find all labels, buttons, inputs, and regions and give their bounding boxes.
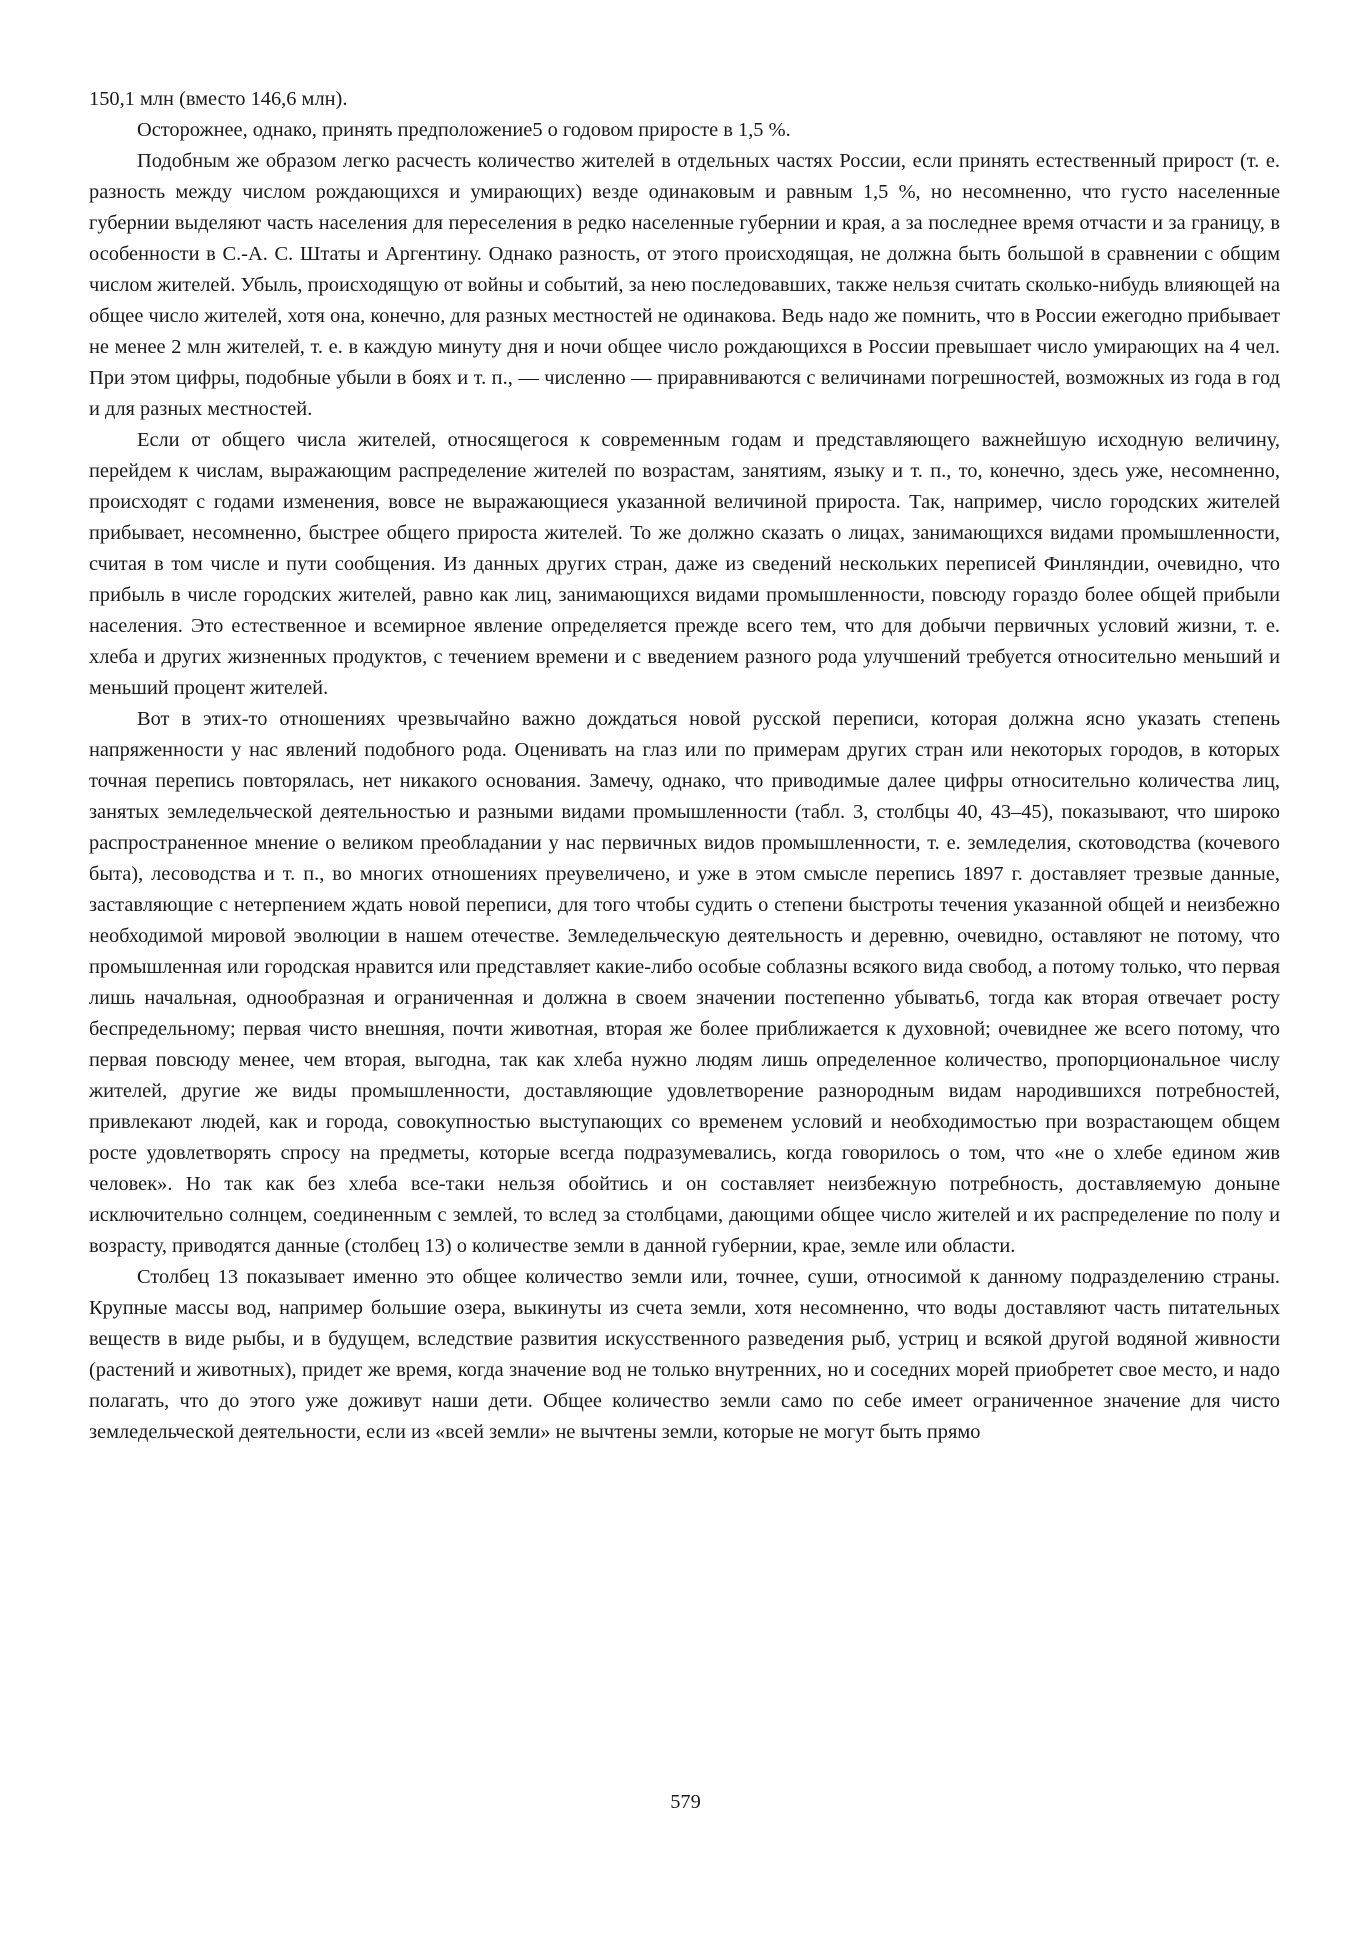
paragraph: 150,1 млн (вместо 146,6 млн). — [89, 88, 348, 110]
page-content — [89, 84, 1280, 1448]
paragraph: Если от общего числа жителей, относящегося к современным годам и представляющего важнейшую исходную величину, перейдем к числам, выражающим распределение жителей по возрастам, занятиям, языку и т. п., то, конечно, здесь уже, несомненно, происходят с годами изменения, вовсе не выражающиеся указанной величиной прироста. Так, например, число городских жителей прибывает, несомненно, быстрее общего прироста жителей. То же должно сказать о лицах, занимающихся видами промышленности, считая в том числе и пути сообщения. Из данных других стран, даже из сведений нескольких переписей Финляндии, очевидно, что прибыль в числе городских жителей, равно как лиц, занимающихся видами промышленности, повсюду гораздо более общей прибыли населения. Это естественное и всемирное явление определяется прежде всего тем, что для добычи первичных условий жизни, т. е. хлеба и других жизненных продуктов, с течением времени и с введением разного рода улучшений требуется относительно меньший и меньший процент жителей. — [89, 429, 1280, 699]
paragraph: Вот в этих-то отношениях чрезвычайно важно дождаться новой русской переписи, которая должна ясно указать степень напряженности у нас явлений подобного рода. Оценивать на глаз или по примерам других стран или некоторых городов, в которых точная перепись повторялась, нет никакого основания. Замечу, однако, что приводимые далее цифры относительно количества лиц, занятых земледельческой деятельностью и разными видами промышленности (табл. 3, столбцы 40, 43–45), показывают, что широко распространенное мнение о великом преобладании у нас первичных видов промышленности, т. е. земледелия, скотоводства (кочевого быта), лесоводства и т. п., во многих отношениях преувеличено, и уже в этом смысле перепись 1897 г. доставляет трезвые данные, заставляющие с нетерпением ждать новой переписи, для того чтобы судить о степени быстроты течения указанной общей и неизбежно необходимой мировой эволюции в нашем отечестве. Земледельческую деятельность и деревню, очевидно, оставляют не потому, что промышленная или городская нравится или представляет какие-либо особые соблазны всякого вида свобод, а потому только, что первая лишь начальная, однообразная и ограниченная и должна в своем значении постепенно убывать6, тогда как вторая отвечает росту беспредельному; первая чисто внешняя, почти животная, вторая же более приближается к духовной; очевиднее же всего потому, что первая повсюду менее, чем вторая, выгодна, так как хлеба нужно людям лишь определенное количество, пропорциональное числу жителей, другие же виды промышленности, доставляющие удовлетворение разнородным видам народившихся потребностей, привлекают людей, как и города, совокупностью выступающих со временем условий и необходимостью при возрастающем общем росте удовлетворять спросу на предметы, которые всегда подразумевались, когда говорилось о том, что «не о хлебе едином жив человек». Но так как без хлеба все-таки нельзя обойтись и он составляет неизбежную потребность, доставляемую доныне исключительно солнцем, соединенным с землей, то вслед за столбцами, дающими общее число жителей и их распределение по полу и возрасту, приводятся данные (столбец 13) о количестве земли в данной губернии, крае, земле или области. — [89, 708, 1280, 1257]
paragraph: Столбец 13 показывает именно это общее количество земли или, точнее, суши, относимой к данному подразделению страны. Крупные массы вод, например большие озера, выкинуты из счета земли, хотя несомненно, что воды доставляют часть питательных веществ в виде рыбы, и в будущем, вследствие развития искусственного разведения рыб, устриц и всякой другой водяной живности (растений и животных), придет же время, когда значение вод не только внутренних, но и соседних морей приобретет свое место, и надо полагать, что до этого уже доживут наши дети. Общее количество земли само по себе имеет ограниченное значение для чисто земледельческой деятельности, если из «всей земли» не вычтены земли, которые не могут быть прямо — [89, 1266, 1280, 1443]
paragraph: Подобным же образом легко расчесть количество жителей в отдельных частях России, если принять естественный прирост (т. е. разность между числом рождающихся и умирающих) везде одинаковым и равным 1,5 %, но несомненно, что густо населенные губернии выделяют часть населения для переселения в редко населенные губернии и края, а за последнее время отчасти и за границу, в особенности в С.-А. С. Штаты и Аргентину. Однако разность, от этого происходящая, не должна быть большой в сравнении с общим числом жителей. Убыль, происходящую от войны и событий, за нею последовавших, также нельзя считать сколько-нибудь влияющей на общее число жителей, хотя она, конечно, для разных местностей не одинакова. Ведь надо же помнить, что в России ежегодно прибывает не менее 2 млн жителей, т. е. в каждую минуту дня и ночи общее число рождающихся в России превышает число умирающих на 4 чел. При этом цифры, подобные убыли в боях и т. п., — численно — приравниваются с величинами погрешностей, возможных из года в год и для разных местностей. — [89, 150, 1280, 420]
body-text — [89, 84, 1280, 1448]
paragraph: Осторожнее, однако, принять предположение5 о годовом приросте в 1,5 %. — [137, 119, 791, 141]
page-number: 579 — [670, 1791, 701, 1813]
